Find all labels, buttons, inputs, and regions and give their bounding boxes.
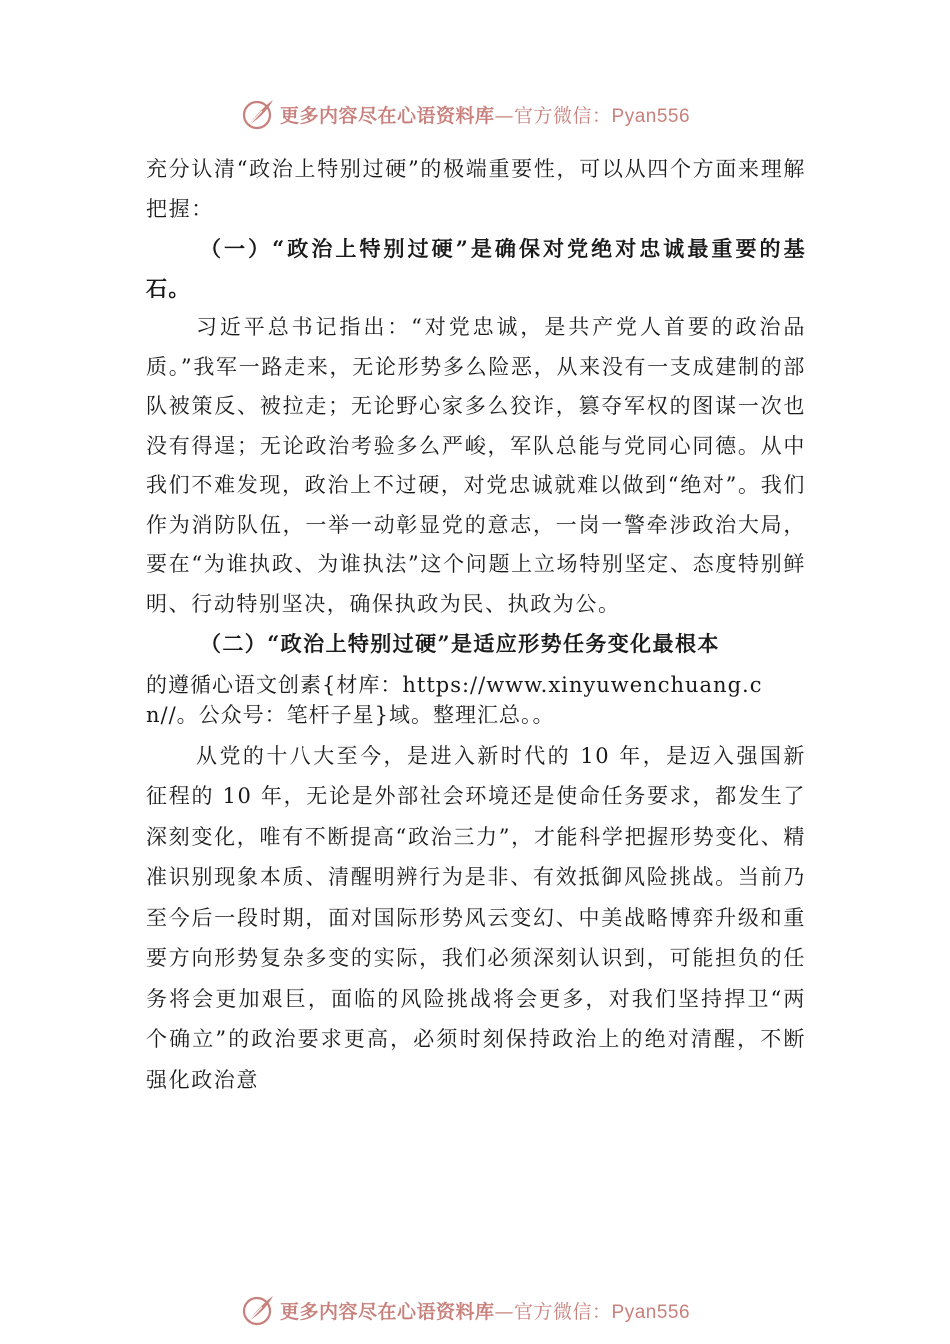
banner-dash: —	[494, 104, 515, 127]
header-banner	[240, 94, 740, 134]
intro-paragraph: 充分认清“政治上特别过硬”的极端重要性，可以从四个方面来理解把握：	[146, 157, 806, 221]
banner-handle: Pyan556	[611, 1301, 691, 1323]
section-heading-2: （二）“政治上特别过硬”是适应形势任务变化最根本	[200, 631, 720, 656]
banner-handle: Pyan556	[611, 105, 691, 127]
banner-main-text: 更多内容尽在心语资料库	[280, 1300, 495, 1323]
quill-pen-logo-icon	[240, 96, 276, 132]
section-heading-1: （一）“政治上特别过硬”是确保对党绝对忠诚最重要的基石。	[146, 236, 806, 301]
paragraph-2: 从党的十八大至今，是进入新时代的 10 年，是迈入强国新征程的 10 年，无论是外部社会环境还是使命任务要求，都发生了深刻变化，唯有不断提高“政治三力”，才能科学把握形势变化、精准识别现象本质、清醒明辨行为是非、有效抵御风险挑战。当前乃至今后一段时期，面对国际形势风云变幻、中美战略博弈升级和重要方向形势复杂多变的实际，我们必须深刻认识到，可能担负的任务将会更加艰巨，面临的风险挑战将会更多，对我们坚持捍卫“两个确立”的政治要求更高，必须时刻保持政治上的绝对清醒，不断强化政治意	[146, 743, 806, 1092]
banner-sub-text: 官方微信：	[514, 104, 612, 127]
document-body	[146, 150, 806, 1100]
source-note: 的遵循心语文创素{材库：https://www.xinyuwenchuang.cn//。公众号：笔杆子星}域。整理汇总。。	[146, 672, 763, 727]
banner-text	[280, 1297, 690, 1324]
paragraph-1: 习近平总书记指出：“对党忠诚，是共产党人首要的政治品质。”我军一路走来，无论形势多么险恶，从来没有一支成建制的部队被策反、被拉走；无论野心家多么狡诈，篡夺军权的图谋一次也没有得逞；无论政治考验多么严峻，军队总能与党同心同德。从中我们不难发现，政治上不过硬，对党忠诚就难以做到“绝对”。我们作为消防队伍，一举一动彰显党的意志，一岗一警牵涉政治大局，要在“为谁执政、为谁执法”这个问题上立场特别坚定、态度特别鲜明、行动特别坚决，确保执政为民、执政为公。	[146, 315, 806, 616]
quill-pen-logo-icon	[240, 1292, 276, 1328]
banner-text	[280, 101, 690, 128]
footer-banner	[240, 1290, 740, 1330]
banner-main-text: 更多内容尽在心语资料库	[280, 104, 495, 127]
banner-sub-text: 官方微信：	[514, 1300, 612, 1323]
banner-dash: —	[494, 1300, 515, 1323]
